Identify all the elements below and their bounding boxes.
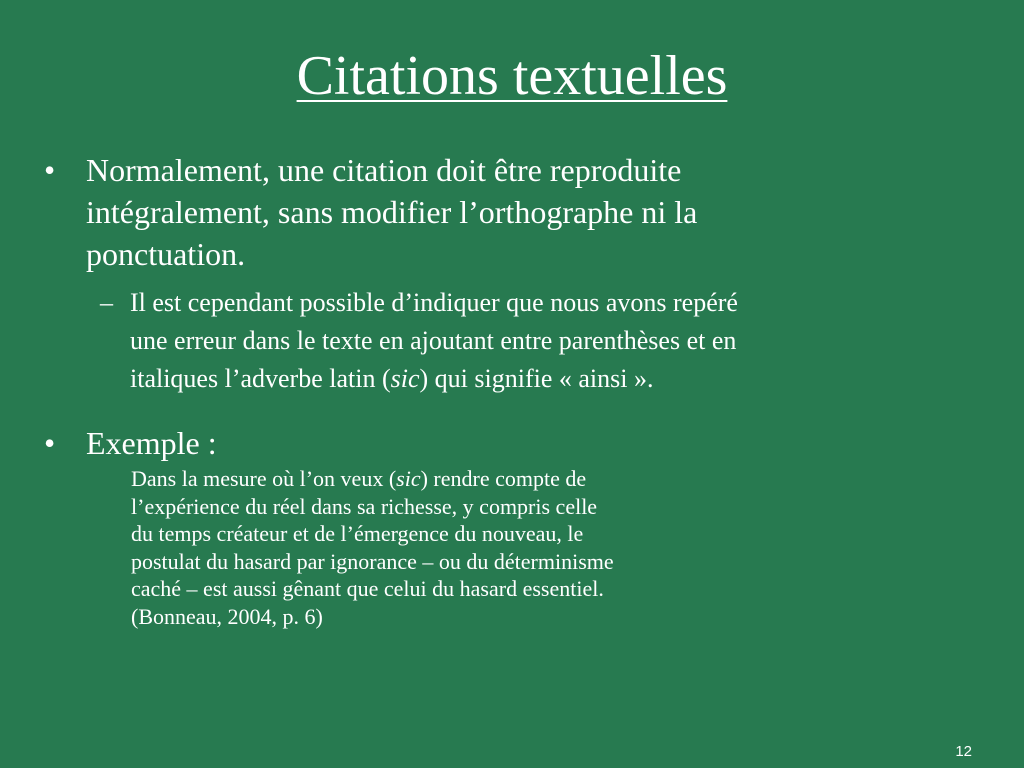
bullet-line: intégralement, sans modifier l’orthographe ni la: [86, 194, 698, 230]
quote-line: l’expérience du réel dans sa richesse, y compris celle: [131, 493, 598, 519]
sub-bullet-line-start: italiques l’adverbe latin (: [130, 364, 391, 393]
sub-bullet-marker: –: [100, 288, 113, 317]
sub-bullet-text: [130, 284, 960, 398]
bullet-marker: •: [44, 152, 56, 188]
sub-bullet-line: une erreur dans le texte en ajoutant entre parenthèses et en: [130, 326, 737, 355]
quote-line: [131, 465, 771, 493]
bullet-normalement: [44, 149, 994, 275]
slide-title: [0, 42, 1024, 110]
bullet-marker: •: [44, 425, 56, 461]
quote-line: du temps créateur et de l’émergence du nouveau, le: [131, 521, 584, 546]
bullet-line: ponctuation.: [86, 236, 246, 272]
page-number: 12: [955, 743, 972, 760]
bullet-label: Exemple :: [86, 425, 217, 461]
sub-bullet-line-end: ) qui signifie « ainsi ».: [419, 364, 654, 393]
sub-bullet-line: Il est cependant possible d’indiquer que nous avons repéré: [130, 288, 738, 317]
sub-bullet-sic: [100, 284, 960, 398]
bullet-line: Normalement, une citation doit être reproduite: [86, 152, 682, 188]
slide-title-text: Citations textuelles: [296, 45, 728, 107]
quote-line-start: Dans la mesure où l’on veux (: [131, 466, 397, 491]
bullet-text: [86, 149, 994, 275]
quote-citation: (Bonneau, 2004, p. 6): [131, 603, 323, 629]
quote-line: caché – est aussi gênant que celui du hasard essentiel.: [131, 576, 604, 601]
sic-italic: sic: [390, 364, 420, 393]
quote-line: postulat du hasard par ignorance – ou du déterminisme: [131, 548, 614, 574]
example-quote: [131, 465, 771, 630]
sic-italic: sic: [396, 466, 421, 491]
bullet-exemple: [44, 422, 994, 464]
quote-line-end: ) rendre compte de: [420, 466, 587, 491]
sub-bullet-line: [130, 360, 960, 398]
